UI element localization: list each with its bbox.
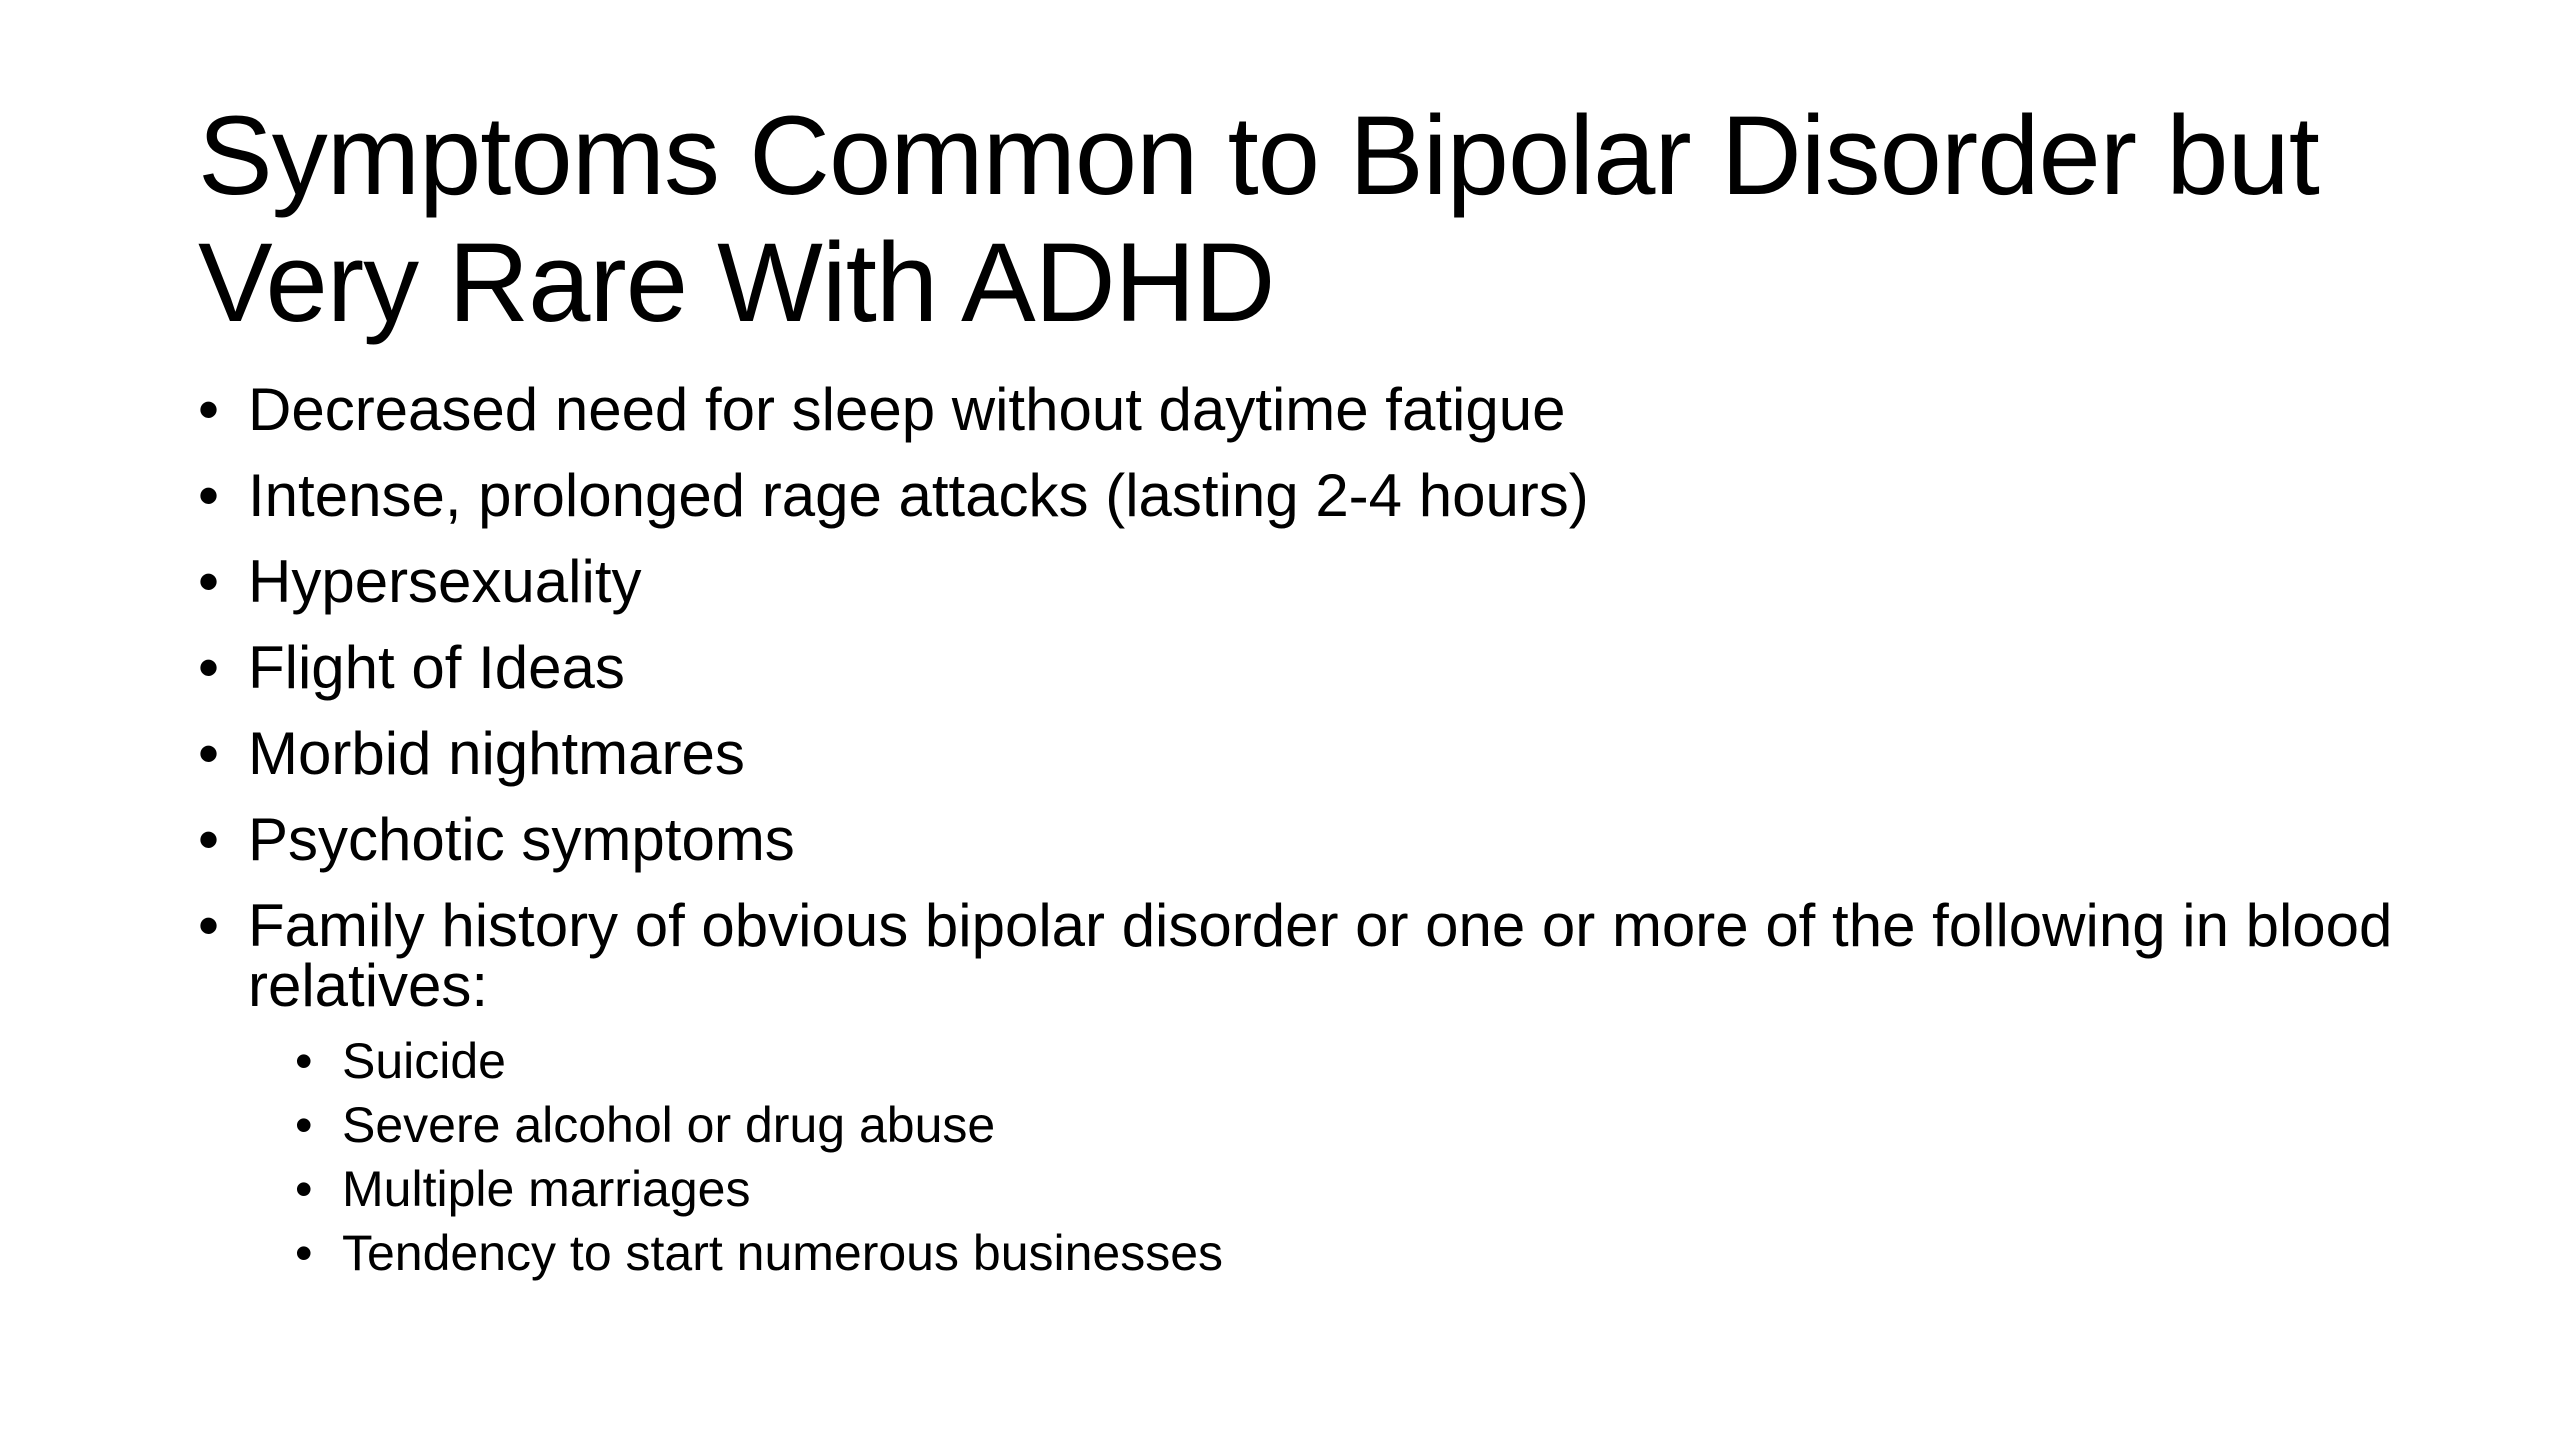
sub-bullet-item bbox=[295, 1161, 2495, 1217]
bullet-marker: • bbox=[198, 376, 220, 443]
bullet-item bbox=[198, 806, 2458, 873]
bullet-list bbox=[198, 376, 2458, 1034]
bullet-text: Psychotic symptoms bbox=[248, 806, 795, 873]
bullet-item bbox=[198, 892, 2458, 1019]
sub-bullet-text: Suicide bbox=[342, 1033, 506, 1089]
sub-bullet-marker: • bbox=[295, 1225, 313, 1281]
bullet-marker: • bbox=[198, 806, 220, 873]
bullet-item bbox=[198, 634, 2458, 701]
bullet-item bbox=[198, 548, 2458, 615]
bullet-text: Flight of Ideas bbox=[248, 634, 625, 701]
sub-bullet-marker: • bbox=[295, 1097, 313, 1153]
bullet-text: Hypersexuality bbox=[248, 548, 642, 615]
sub-bullet-item bbox=[295, 1225, 2495, 1281]
sub-bullet-text: Tendency to start numerous businesses bbox=[342, 1225, 1224, 1281]
sub-bullet-list bbox=[198, 1033, 2495, 1292]
sub-bullet-item bbox=[295, 1097, 2495, 1153]
sub-bullet-marker: • bbox=[295, 1033, 313, 1089]
bullet-item bbox=[198, 720, 2458, 787]
bullet-text: Morbid nightmares bbox=[248, 720, 745, 787]
slide-title: Symptoms Common to Bipolar Disorder but Very Rare With ADHD bbox=[198, 93, 2319, 345]
bullet-marker: • bbox=[198, 892, 220, 959]
bullet-marker: • bbox=[198, 634, 220, 701]
bullet-marker: • bbox=[198, 720, 220, 787]
sub-bullet-marker: • bbox=[295, 1161, 313, 1217]
bullet-text: Intense, prolonged rage attacks (lasting 2-4 hours) bbox=[248, 462, 1589, 529]
sub-bullet-item bbox=[295, 1033, 2495, 1089]
bullet-text: Decreased need for sleep without daytime fatigue bbox=[248, 376, 1566, 443]
bullet-marker: • bbox=[198, 548, 220, 615]
bullet-text: Family history of obvious bipolar disorder or one or more of the following in blood relatives: bbox=[248, 892, 2393, 1019]
sub-bullet-text: Severe alcohol or drug abuse bbox=[342, 1097, 996, 1153]
bullet-item bbox=[198, 462, 2458, 529]
sub-bullet-text: Multiple marriages bbox=[342, 1161, 751, 1217]
bullet-item bbox=[198, 376, 2458, 443]
bullet-marker: • bbox=[198, 462, 220, 529]
